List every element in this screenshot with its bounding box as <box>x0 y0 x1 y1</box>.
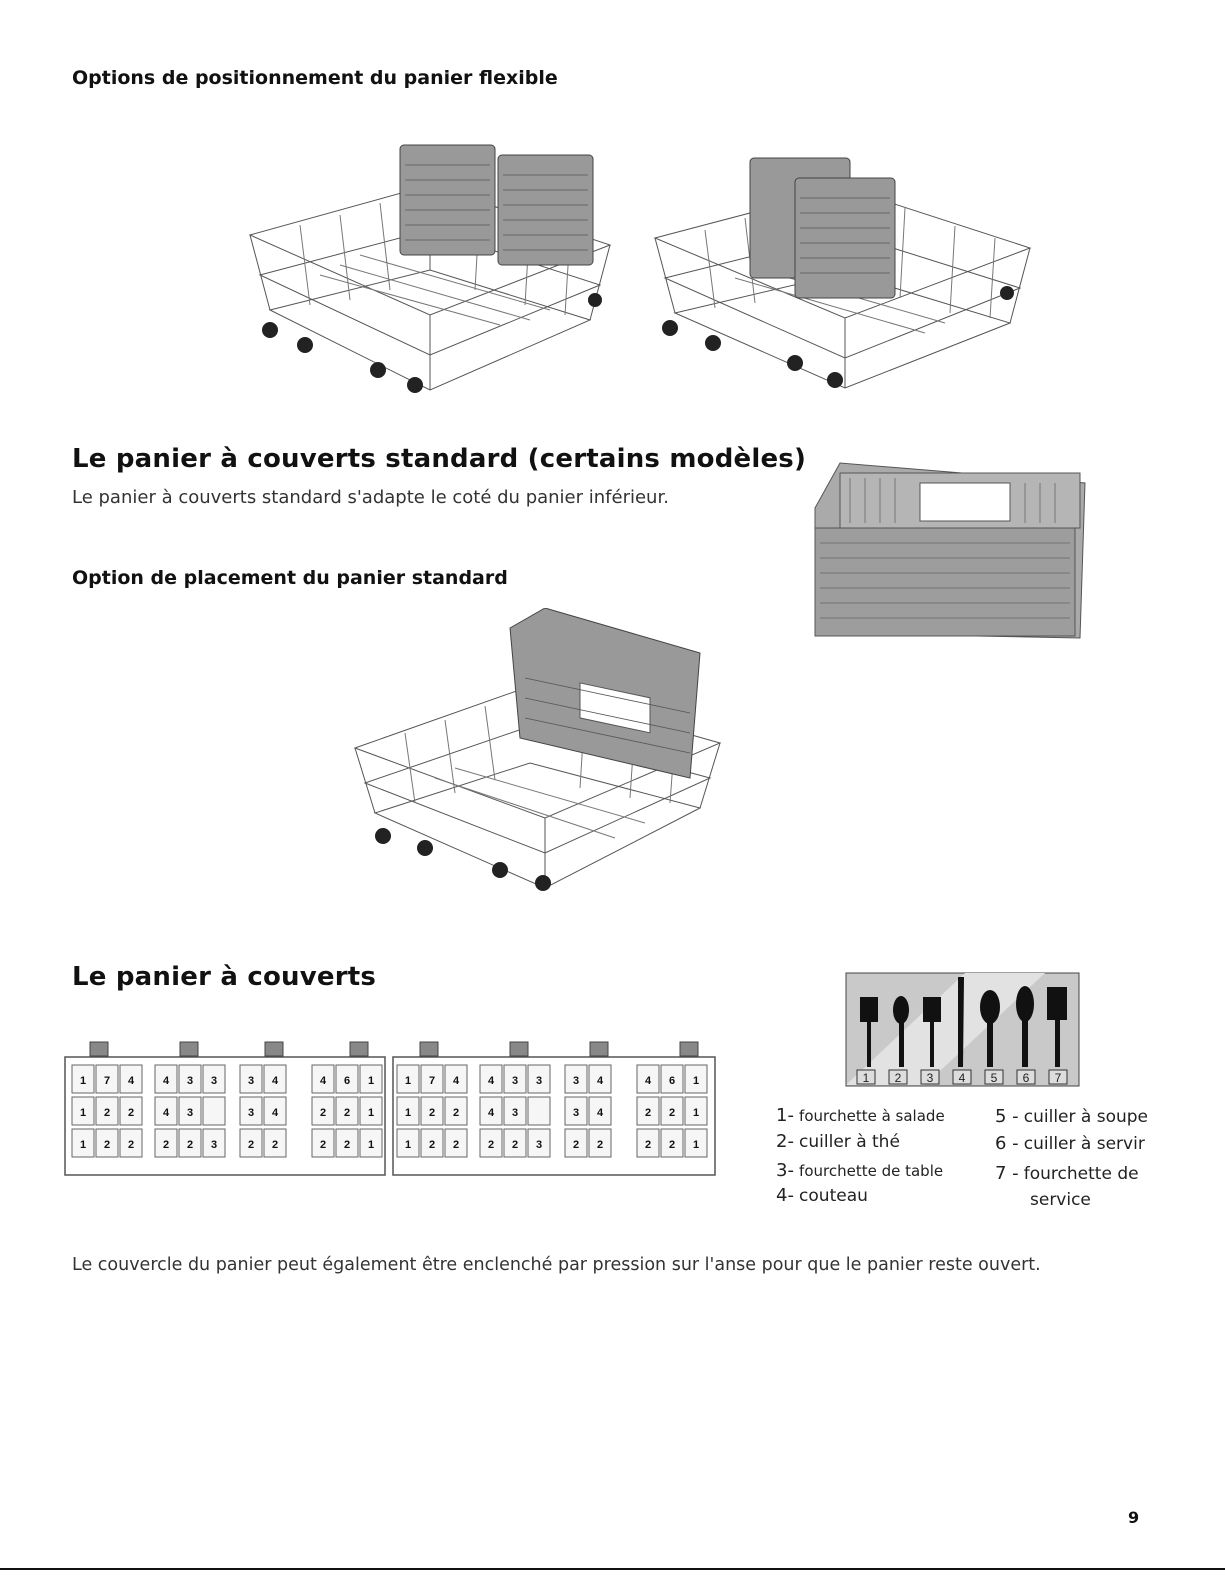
grid-cell-label: 2 <box>428 1107 436 1119</box>
grid-cell-label: 3 <box>247 1075 255 1087</box>
grid-cell-label: 4 <box>596 1075 604 1087</box>
grid-cell-label: 7 <box>428 1075 436 1087</box>
grid-cell-label: 1 <box>692 1075 700 1087</box>
grid-cell-label: 6 <box>668 1075 676 1087</box>
grid-cell-label: 2 <box>271 1139 279 1151</box>
grid-cell-label: 3 <box>535 1139 543 1151</box>
grid-cell-label: 3 <box>186 1075 194 1087</box>
key-number-label: 2 <box>894 1071 902 1085</box>
grid-cell-label: 2 <box>103 1107 111 1119</box>
grid-cell-label: 3 <box>186 1107 194 1119</box>
grid-cell-label: 4 <box>162 1075 170 1087</box>
key-number-label: 4 <box>958 1071 966 1085</box>
legend-item-4: 4- couteau <box>776 1185 868 1206</box>
grid-cell-label: 3 <box>572 1107 580 1119</box>
grid-cell-label: 4 <box>452 1075 460 1087</box>
placement-heading: Option de placement du panier standard <box>72 567 508 589</box>
grid-cell-label: 2 <box>319 1139 327 1151</box>
grid-cell-label: 4 <box>127 1075 135 1087</box>
hinge-icon <box>350 1042 368 1056</box>
grid-cell-label: 2 <box>668 1107 676 1119</box>
grid-cell-label: 2 <box>596 1139 604 1151</box>
legend-item-7-cont: service <box>1030 1190 1091 1210</box>
grid-cell-label: 2 <box>428 1139 436 1151</box>
legend-item-6: 6 - cuiller à servir <box>995 1133 1145 1154</box>
key-number-label: 6 <box>1022 1071 1030 1085</box>
key-number-label: 5 <box>990 1071 998 1085</box>
grid-cell-label: 4 <box>319 1075 327 1087</box>
hinge-icon <box>510 1042 528 1056</box>
grid-cell-label: 4 <box>596 1107 604 1119</box>
hinge-icon <box>265 1042 283 1056</box>
grid-cell-label: 3 <box>572 1075 580 1087</box>
grid-cell-label: 1 <box>692 1107 700 1119</box>
grid-cell-label: 2 <box>644 1107 652 1119</box>
hinge-icon <box>90 1042 108 1056</box>
grid-cell-label: 6 <box>343 1075 351 1087</box>
legend-item-1: 1- fourchette à salade <box>776 1105 945 1126</box>
flex-basket-heading: Options de positionnement du panier flexible <box>72 67 558 89</box>
key-number-label: 3 <box>926 1071 934 1085</box>
grid-cell-label: 2 <box>572 1139 580 1151</box>
grid-cell-label: 1 <box>79 1075 87 1087</box>
grid-cell-label: 2 <box>319 1107 327 1119</box>
hinge-icon <box>680 1042 698 1056</box>
key-number-label: 1 <box>862 1071 870 1085</box>
cutlery-basket-grid <box>60 1040 720 1195</box>
grid-cell-label: 3 <box>247 1107 255 1119</box>
grid-cell-label: 1 <box>79 1107 87 1119</box>
grid-cell-label: 2 <box>186 1139 194 1151</box>
grid-cell-label: 2 <box>487 1139 495 1151</box>
grid-cell-label: 1 <box>367 1139 375 1151</box>
grid-cell-label: 2 <box>452 1139 460 1151</box>
grid-cell <box>203 1097 225 1125</box>
grid-cell-label: 2 <box>452 1107 460 1119</box>
grid-cell-label: 3 <box>511 1075 519 1087</box>
grid-cell-label: 1 <box>692 1139 700 1151</box>
standard-basket-heading: Le panier à couverts standard (certains modèles) <box>72 444 807 474</box>
grid-cell-label: 3 <box>535 1075 543 1087</box>
hinge-icon <box>590 1042 608 1056</box>
grid-cell-label: 2 <box>247 1139 255 1151</box>
grid-cell-label: 2 <box>668 1139 676 1151</box>
standard-basket-illustration <box>810 458 1092 643</box>
grid-cell-label: 2 <box>343 1107 351 1119</box>
grid-cell-label: 2 <box>511 1139 519 1151</box>
key-number-label: 7 <box>1054 1071 1062 1085</box>
legend-item-7: 7 - fourchette de <box>995 1163 1139 1184</box>
grid-cell-label: 1 <box>404 1107 412 1119</box>
cutlery-basket-heading: Le panier à couverts <box>72 962 377 992</box>
grid-cell-label: 1 <box>367 1107 375 1119</box>
grid-cell-label: 3 <box>210 1139 218 1151</box>
grid-cell-label: 1 <box>367 1075 375 1087</box>
grid-cell-label: 4 <box>487 1107 495 1119</box>
grid-cell-label: 4 <box>271 1075 279 1087</box>
utensil-key-illustration <box>845 972 1080 1087</box>
grid-cell <box>528 1097 550 1125</box>
grid-cell-label: 3 <box>511 1107 519 1119</box>
rack-illustration-left <box>240 125 620 400</box>
footer-note: Le couvercle du panier peut également être enclenché par pression sur l'anse pour que le panier reste ouvert. <box>72 1255 1041 1275</box>
grid-cell-label: 1 <box>404 1139 412 1151</box>
grid-cell-label: 1 <box>79 1139 87 1151</box>
grid-cell-label: 3 <box>210 1075 218 1087</box>
hinge-icon <box>180 1042 198 1056</box>
legend-item-5: 5 - cuiller à soupe <box>995 1106 1149 1127</box>
placement-rack-illustration <box>345 608 730 898</box>
standard-basket-description: Le panier à couverts standard s'adapte le coté du panier inférieur. <box>72 487 669 508</box>
grid-cell-label: 4 <box>644 1075 652 1087</box>
legend-item-2: 2- cuiller à thé <box>776 1131 900 1152</box>
legend-item-3: 3- fourchette de table <box>776 1160 944 1181</box>
page-number: 9 <box>1128 1508 1140 1527</box>
grid-cell-label: 2 <box>127 1107 135 1119</box>
grid-cell-label: 4 <box>162 1107 170 1119</box>
grid-cell-label: 7 <box>103 1075 111 1087</box>
bottom-rule <box>0 1568 1225 1570</box>
grid-cell-label: 2 <box>644 1139 652 1151</box>
hinge-icon <box>420 1042 438 1056</box>
grid-cell-label: 2 <box>162 1139 170 1151</box>
grid-cell-label: 2 <box>343 1139 351 1151</box>
grid-cell-label: 2 <box>103 1139 111 1151</box>
rack-illustration-right <box>645 138 1040 398</box>
grid-cell-label: 4 <box>487 1075 495 1087</box>
grid-cell-label: 1 <box>404 1075 412 1087</box>
grid-cell-label: 2 <box>127 1139 135 1151</box>
grid-cell-label: 4 <box>271 1107 279 1119</box>
